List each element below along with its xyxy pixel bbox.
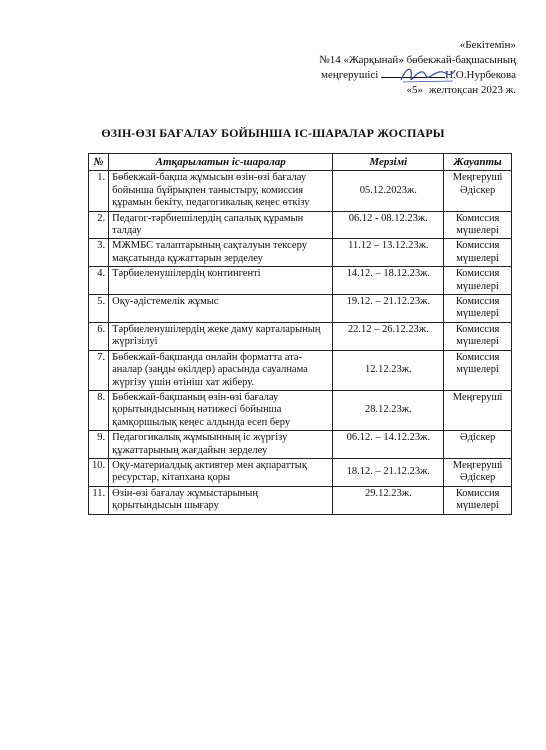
row-activity: Педагогикалық жұмыынның іс жүргізу құжаттарының жағдайын зерделеу: [109, 431, 333, 459]
row-responsible: Комиссия мүшелері: [444, 295, 512, 323]
table-row: [89, 350, 512, 390]
table-row: [89, 267, 512, 295]
row-responsible: Комиссия мүшелері: [444, 350, 512, 390]
row-number: 7.: [89, 350, 109, 390]
row-responsible: Меңгеруші Әдіскер: [444, 458, 512, 486]
row-responsible: Меңгеруші Әдіскер: [444, 171, 512, 211]
approval-stamp-text: «Бекітемін»: [459, 39, 516, 51]
approval-signer-position: меңгерушісі: [321, 69, 379, 81]
row-number: 4.: [89, 267, 109, 295]
row-activity: Тәрбиеленушілердің жеке даму карталарының жүргізілуі: [109, 322, 333, 350]
table-row: [89, 295, 512, 323]
row-term: 19.12. – 21.12.23ж.: [333, 295, 444, 323]
row-term: 29.12.23ж.: [333, 486, 444, 514]
table-header-row: [89, 154, 512, 171]
header-term: Мерзімі: [333, 154, 444, 171]
row-term: 11.12 – 13.12.23ж.: [333, 239, 444, 267]
table-row: [89, 322, 512, 350]
row-responsible: Комиссия мүшелері: [444, 267, 512, 295]
row-term: 18.12. – 21.12.23ж.: [333, 458, 444, 486]
row-number: 9.: [89, 431, 109, 459]
row-number: 6.: [89, 322, 109, 350]
approval-date-month-year: желтоқсан 2023 ж.: [429, 84, 516, 96]
row-activity: Бөбекжай-бақшаның өзін-өзі бағалау қорытындысының нәтижесі бойынша қамқоршылық кеңес алдында есеп беру: [109, 390, 333, 430]
row-number: 2.: [89, 211, 109, 239]
table-row: [89, 239, 512, 267]
header-number: №: [89, 154, 109, 171]
table-row: [89, 486, 512, 514]
approval-block: [319, 38, 516, 98]
row-activity: Бөбекжай-бақша жұмысын өзін-өзі бағалау бойынша бұйрықпен таныстыру, комиссия құрамын бекіту, педагогикалық кеңес өткізу: [109, 171, 333, 211]
row-activity: Педагог-тәрбиешілердің сапалық құрамын талдау: [109, 211, 333, 239]
row-number: 1.: [89, 171, 109, 211]
row-term: 05.12.2023ж.: [333, 171, 444, 211]
approval-signer-row: [319, 68, 516, 83]
table-row: [89, 171, 512, 211]
row-number: 3.: [89, 239, 109, 267]
row-responsible: Комиссия мүшелері: [444, 322, 512, 350]
table-row: [89, 458, 512, 486]
row-responsible: Комиссия мүшелері: [444, 239, 512, 267]
row-term: 28.12.23ж.: [333, 390, 444, 430]
plan-table: [88, 153, 512, 515]
header-responsible: Жауапты: [444, 154, 512, 171]
row-activity: Оқу-әдістемелік жұмыс: [109, 295, 333, 323]
row-number: 8.: [89, 390, 109, 430]
row-responsible: Әдіскер: [444, 431, 512, 459]
table-row: [89, 390, 512, 430]
approval-organization: №14 «Жарқынай» бөбекжай-бақшасының: [319, 54, 516, 66]
row-number: 11.: [89, 486, 109, 514]
table-row: [89, 431, 512, 459]
row-term: 06.12. – 14.12.23ж.: [333, 431, 444, 459]
row-responsible: Меңгеруші: [444, 390, 512, 430]
row-responsible: Комиссия мүшелері: [444, 486, 512, 514]
row-activity: Оқу-материалдық активтер мен ақпараттық ресурстар, кітапхана қоры: [109, 458, 333, 486]
header-activity: Атқарылатын іс-шаралар: [109, 154, 333, 171]
row-term: 06.12 - 08.12.23ж.: [333, 211, 444, 239]
row-responsible: Комиссия мүшелері: [444, 211, 512, 239]
approval-date-day: «5»: [406, 84, 424, 96]
page-title: ӨЗІН-ӨЗІ БАҒАЛАУ БОЙЫНША ІС-ШАРАЛАР ЖОСПАРЫ: [101, 126, 445, 140]
row-activity: Өзін-өзі бағалау жұмыстарының қорытындысын шығару: [109, 486, 333, 514]
row-activity: Тәрбиеленушілердің контингенті: [109, 267, 333, 295]
row-term: 14.12. – 18.12.23ж.: [333, 267, 444, 295]
row-number: 5.: [89, 295, 109, 323]
approval-signer-name: Н.О.Нурбекова: [445, 69, 516, 81]
row-term: 22.12 – 26.12.23ж.: [333, 322, 444, 350]
row-number: 10.: [89, 458, 109, 486]
table-row: [89, 211, 512, 239]
row-term: 12.12.23ж.: [333, 350, 444, 390]
row-activity: Бөбекжай-бақшанда онлайн форматта ата-аналар (заңды өкілдер) арасында сауалнама жүргізу үшін өтініш хат жіберу.: [109, 350, 333, 390]
row-activity: МЖМБС талаптарының сақталуын тексеру мақсатында құжаттарын зерделеу: [109, 239, 333, 267]
signature-icon: [397, 62, 457, 88]
